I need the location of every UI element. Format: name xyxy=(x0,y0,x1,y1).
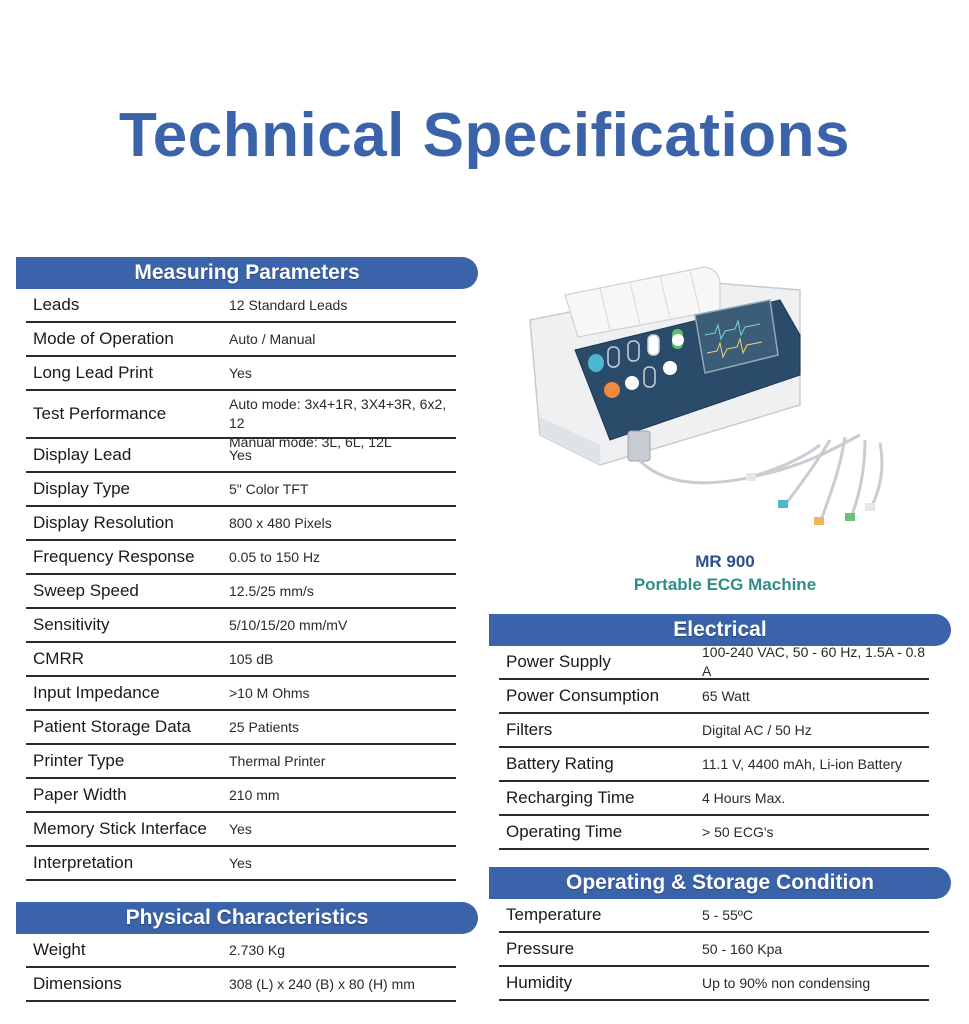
spec-label: Display Lead xyxy=(33,445,132,464)
spec-label: CMRR xyxy=(33,649,84,668)
spec-label: Printer Type xyxy=(33,751,125,770)
spec-row-pressure xyxy=(499,933,929,967)
spec-row-power-supply xyxy=(499,646,929,680)
spec-row-dimensions xyxy=(26,968,456,1002)
spec-value: Thermal Printer xyxy=(229,752,326,769)
spec-row-frequency-response xyxy=(26,541,456,575)
spec-label: Display Resolution xyxy=(33,513,174,532)
spec-row-battery-rating xyxy=(499,748,929,782)
spec-row-interpretation xyxy=(26,847,456,881)
spec-value: 0.05 to 150 Hz xyxy=(229,548,321,565)
spec-value: 2.730 Kg xyxy=(229,941,286,958)
electrical-header: Electrical xyxy=(489,614,951,646)
spec-label: Pressure xyxy=(506,939,575,958)
measuring-parameters-header: Measuring Parameters xyxy=(16,257,478,289)
spec-value: 4 Hours Max. xyxy=(702,789,786,806)
spec-row-display-type xyxy=(26,473,456,507)
spec-value: 5" Color TFT xyxy=(229,480,309,497)
spec-label: Interpretation xyxy=(33,853,134,872)
spec-value: 25 Patients xyxy=(229,718,300,735)
spec-label: Sweep Speed xyxy=(33,581,139,600)
spec-row-temperature xyxy=(499,899,929,933)
measuring-parameters-section xyxy=(16,257,478,881)
spec-value: Yes xyxy=(229,820,252,837)
spec-value: Digital AC / 50 Hz xyxy=(702,721,812,738)
spec-label: Leads xyxy=(33,295,80,314)
spec-value: 5 - 55ºC xyxy=(702,906,754,923)
spec-value-line: Manual mode: 3L, 6L, 12L xyxy=(229,434,392,450)
spec-label: Operating Time xyxy=(506,822,623,841)
spec-row-display-lead xyxy=(26,439,456,473)
spec-label: Test Performance xyxy=(33,404,167,423)
spec-row-humidity xyxy=(499,967,929,1001)
spec-row-input-impedance xyxy=(26,677,456,711)
spec-row-leads xyxy=(26,289,456,323)
spec-value: Yes xyxy=(229,854,252,871)
spec-value: Auto / Manual xyxy=(229,330,316,347)
spec-value: 5/10/15/20 mm/mV xyxy=(229,616,348,633)
spec-value: 800 x 480 Pixels xyxy=(229,514,332,531)
spec-label: Mode of Operation xyxy=(33,329,174,348)
physical-characteristics-section xyxy=(16,902,478,1002)
spec-row-power-consumption xyxy=(499,680,929,714)
spec-row-patient-storage-data xyxy=(26,711,456,745)
operating-storage-section xyxy=(489,867,951,1001)
spec-row-test-performance xyxy=(26,391,456,450)
spec-value: Yes xyxy=(229,364,252,381)
spec-value: 308 (L) x 240 (B) x 80 (H) mm xyxy=(229,975,415,992)
spec-value: 65 Watt xyxy=(702,687,750,704)
spec-label: Memory Stick Interface xyxy=(33,819,207,838)
spec-value: 11.1 V, 4400 mAh, Li-ion Battery xyxy=(702,755,903,772)
spec-row-operating-time xyxy=(499,816,929,850)
spec-label: Dimensions xyxy=(33,974,122,993)
physical-characteristics-header: Physical Characteristics xyxy=(16,902,478,934)
spec-value: 50 - 160 Kpa xyxy=(702,940,783,957)
spec-label: Humidity xyxy=(506,973,573,992)
spec-label: Paper Width xyxy=(33,785,127,804)
spec-row-weight xyxy=(26,934,456,968)
spec-row-display-resolution xyxy=(26,507,456,541)
spec-row-sweep-speed xyxy=(26,575,456,609)
spec-row-sensitivity xyxy=(26,609,456,643)
spec-label: Filters xyxy=(506,720,553,739)
spec-value: >10 M Ohms xyxy=(229,684,310,701)
spec-label: Power Supply xyxy=(506,652,611,671)
spec-label: Recharging Time xyxy=(506,788,635,807)
operating-storage-header: Operating & Storage Condition xyxy=(489,867,951,899)
spec-row-memory-stick-interface xyxy=(26,813,456,847)
spec-value: Up to 90% non condensing xyxy=(702,974,871,991)
spec-value: Yes xyxy=(229,446,252,463)
spec-label: Temperature xyxy=(506,905,602,924)
spec-value: > 50 ECG's xyxy=(702,823,774,840)
spec-value: 100-240 VAC, 50 - 60 Hz, 1.5A - 0.8 A xyxy=(702,644,926,679)
electrical-section xyxy=(489,614,951,850)
spec-row-paper-width xyxy=(26,779,456,813)
spec-row-long-lead-print xyxy=(26,357,456,391)
spec-row-recharging-time xyxy=(499,782,929,816)
spec-label: Long Lead Print xyxy=(33,363,154,382)
spec-value: 12 Standard Leads xyxy=(229,296,348,313)
ecg-machine-image xyxy=(520,255,920,545)
spec-label: Weight xyxy=(33,940,86,959)
spec-label: Display Type xyxy=(33,479,131,498)
spec-row-filters xyxy=(499,714,929,748)
spec-value: 105 dB xyxy=(229,650,274,667)
spec-row-printer-type xyxy=(26,745,456,779)
spec-label: Input Impedance xyxy=(33,683,160,702)
spec-row-mode-of-operation xyxy=(26,323,456,357)
spec-label: Patient Storage Data xyxy=(33,717,191,736)
spec-label: Power Consumption xyxy=(506,686,660,705)
product-model: MR 900 xyxy=(695,552,755,571)
spec-value: 12.5/25 mm/s xyxy=(229,582,314,599)
spec-value: 210 mm xyxy=(229,786,280,803)
page-title: Technical Specifications xyxy=(119,101,850,170)
product-name: Portable ECG Machine xyxy=(633,575,817,594)
spec-label: Sensitivity xyxy=(33,615,110,634)
spec-value-line: Auto mode: 3x4+1R, 3X4+3R, 6x2, 12 xyxy=(229,396,447,431)
spec-row-cmrr xyxy=(26,643,456,677)
spec-label: Battery Rating xyxy=(506,754,614,773)
spec-label: Frequency Response xyxy=(33,547,195,566)
